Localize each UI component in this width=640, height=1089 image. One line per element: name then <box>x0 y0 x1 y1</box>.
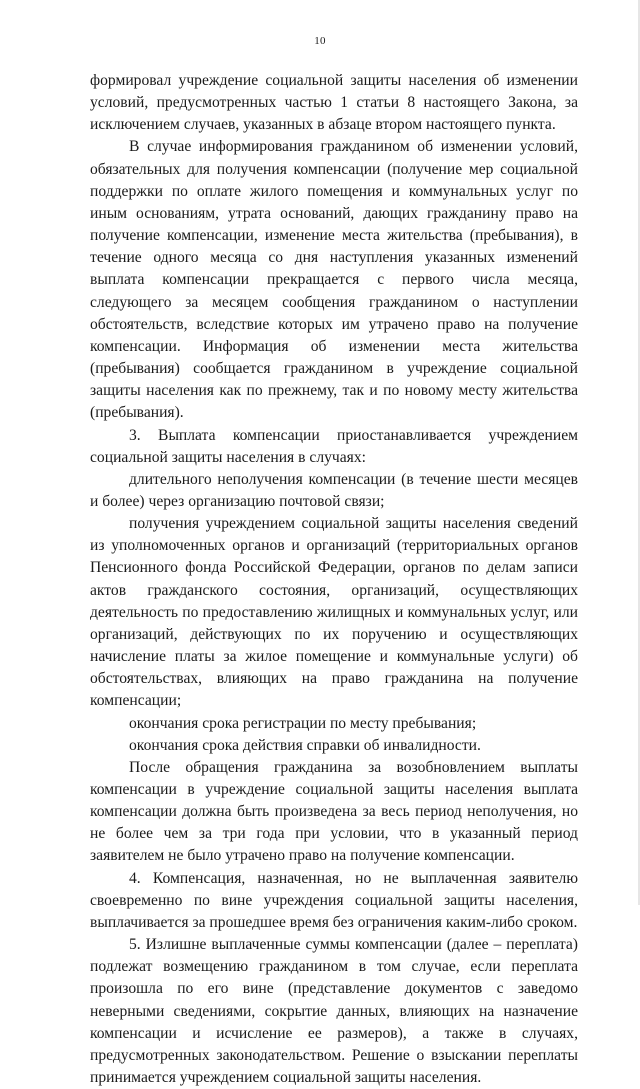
paragraph-informing: В случае информирования гражданином об изменении условий, обязательных для получения компенсации (получение мер социальной поддержки по оплате жилого помещения и коммунальных услуг по иным основаниям, утрата оснований, дающих гражданину право на получение компенсации, изменение места жительства (пребывания), в течение одного месяца со дня наступления указанных изменений выплата компенсации прекращается с первого числа месяца, следующего за месяцем сообщения гражданином о наступлении обстоятельств, вследствие которых им утрачено право на получение компенсации. Информация об изменении места жительства (пребывания) сообщается гражданином в учреждение социальной защиты населения как по прежнему, так и по новому месту жительства (пребывания). <box>90 138 578 422</box>
paragraph-resumption: После обращения гражданина за возобновлением выплаты компенсации в учреждение социальной защиты населения выплата компенсации должна быть произведена за весь период неполучения, но не более чем за три года при условии, что в указанный период заявителем не было утрачено право на получение компенсации. <box>90 758 578 865</box>
page-number: 10 <box>314 35 326 47</box>
paragraph-item-5: 5. Излишне выплаченные суммы компенсации (далее – переплата) подлежат возмещению гражданином в том случае, если переплата произошла по его вине (представление документов с заведомо неверными сведениями, сокрытие данных, влияющих на назначение компенсации и исчисление ее размеров), а также в случаях, предусмотренных законодательством. Решение о взыскании переплаты принимается учреждением социальной защиты населения. <box>90 936 578 1087</box>
paragraph-item-3: 3. Выплата компенсации приостанавливается учреждением социальной защиты населения в случаях: <box>90 426 578 466</box>
list-item-disability: окончания срока действия справки об инвалидности. <box>129 736 481 754</box>
paragraph-continuation: формировал учреждение социальной защиты населения об изменении условий, предусмотренных частью 1 статьи 8 настоящего Закона, за исключением случаев, указанных в абзаце втором настоящего пункта. <box>90 72 578 134</box>
list-item-information: получения учреждением социальной защиты населения сведений из уполномоченных органов и организаций (территориальных органов Пенсионного фонда Российской Федерации, органов по делам записи актов гражданского состояния, организаций, осуществляющих деятельность по предоставлению жилищных и коммунальных услуг, или организаций, действующих по их поручению и осуществляющих начисление платы за жилое помещение и коммунальные услуги) об обстоятельствах, влияющих на право гражданина на получение компенсации; <box>90 515 578 710</box>
list-item-postal: длительного неполучения компенсации (в течение шести месяцев и более) через организацию почтовой связи; <box>90 470 578 510</box>
document-body <box>90 70 578 1089</box>
paragraph-item-4: 4. Компенсация, назначенная, но не выплаченная заявителю своевременно по вине учреждения социальной защиты населения, выплачивается за прошедшее время без ограничения каким-либо сроком. <box>90 869 578 931</box>
list-item-registration: окончания срока регистрации по месту пребывания; <box>129 714 477 732</box>
